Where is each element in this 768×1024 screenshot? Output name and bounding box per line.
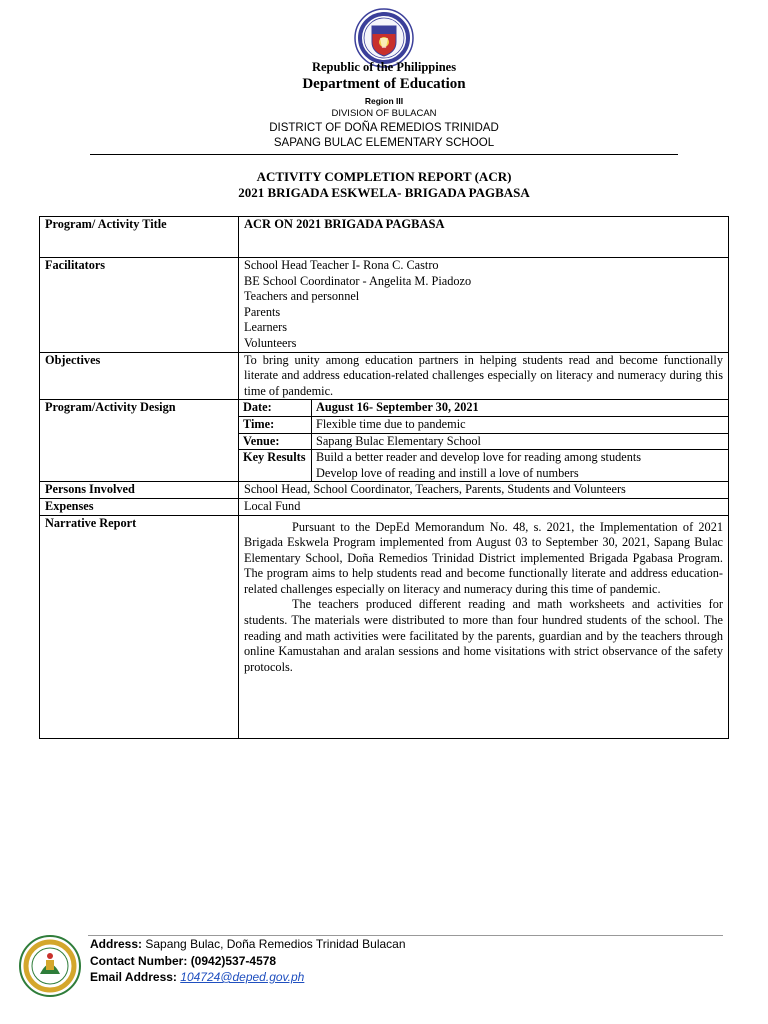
table-row (40, 400, 729, 482)
footer-email (90, 970, 304, 984)
narrative-text (239, 515, 729, 738)
table-row (40, 352, 729, 400)
address-label: Address: (90, 937, 143, 951)
narrative-paragraph: The teachers produced different reading and math worksheets and activities for students. The materials were distributed to more than four hundred students of the school. The reading and math activities were facilitated by the parents, guardian and by the teachers through online Kamustahan and aralan sessions and home visitations with strict observance of the safety protocols. (244, 597, 723, 674)
school-heading: SAPANG BULAC ELEMENTARY SCHOOL (273, 137, 495, 149)
table-row (40, 258, 729, 353)
list-item: School Head Teacher I- Rona C. Castro (244, 258, 439, 272)
table-row (40, 498, 729, 515)
list-item: BE School Coordinator - Angelita M. Piadozo (244, 273, 472, 288)
report-title: ACTIVITY COMPLETION REPORT (ACR) (256, 169, 512, 184)
table-row (40, 515, 729, 738)
key-results-list (312, 450, 729, 482)
email-link[interactable]: 104724@deped.gov.ph (180, 970, 305, 984)
program-title-label: Program/ Activity Title (40, 217, 239, 258)
list-item: Parents (244, 304, 281, 319)
expenses-label: Expenses (40, 498, 239, 515)
key-results-label: Key Results (239, 450, 312, 482)
table-row (239, 416, 728, 433)
venue-value: Sapang Bulac Elementary School (312, 433, 729, 450)
footer-divider (88, 935, 723, 936)
deped-seal-icon (352, 8, 416, 68)
email-label: Email Address: (90, 970, 177, 984)
table-row (239, 450, 728, 482)
division-heading: DIVISION OF BULACAN (331, 108, 437, 119)
contact-label: Contact Number: (90, 954, 188, 968)
objectives-label: Objectives (40, 352, 239, 400)
list-item: Volunteers (244, 335, 297, 350)
table-row (40, 482, 729, 499)
narrative-paragraph: Pursuant to the DepEd Memorandum No. 48, s. 2021, the Implementation of 2021 Brigada Eskwela Program implemented from August 03 to September 30, 2021, Sapang Bulac Elementary School, Doña Remedios Trinidad District implemented Brigada Pgabasa Program. The program aims to help students read and become functionally literate and address education-related challenges especially on literacy and numeracy during this time of pandemic. (244, 519, 723, 596)
narrative-label: Narrative Report (40, 515, 239, 738)
time-value: Flexible time due to pandemic (312, 416, 729, 433)
table-row (239, 433, 728, 450)
time-label: Time: (239, 416, 312, 433)
address-value: Sapang Bulac, Doña Remedios Trinidad Bulacan (145, 937, 406, 951)
program-title-value: ACR ON 2021 BRIGADA PAGBASA (239, 217, 729, 258)
design-cell (239, 400, 729, 482)
list-item: Teachers and personnel (244, 289, 360, 304)
list-item: Learners (244, 320, 288, 335)
table-row (239, 400, 728, 416)
expenses-value: Local Fund (239, 498, 729, 515)
venue-label: Venue: (239, 433, 312, 450)
header-divider (90, 154, 678, 155)
facilitators-label: Facilitators (40, 258, 239, 353)
list-item: Build a better reader and develop love for reading among students (316, 450, 642, 465)
footer-address (90, 937, 406, 951)
district-heading: DISTRICT OF DOÑA REMEDIOS TRINIDAD (269, 122, 499, 134)
report-subtitle: 2021 BRIGADA ESKWELA- BRIGADA PAGBASA (238, 185, 530, 200)
table-row (40, 217, 729, 258)
date-label: Date: (239, 400, 312, 416)
persons-value: School Head, School Coordinator, Teachers, Parents, Students and Volunteers (239, 482, 729, 499)
facilitators-list (239, 258, 729, 353)
design-subtable (239, 400, 728, 481)
department-heading: Department of Education (302, 76, 466, 92)
footer-contact (90, 954, 276, 968)
republic-heading: Republic of the Philippines (311, 60, 457, 74)
activity-report-table (39, 216, 729, 739)
date-value: August 16- September 30, 2021 (312, 400, 729, 416)
list-item: Develop love of reading and instill a love of numbers (316, 465, 579, 480)
design-label: Program/Activity Design (40, 400, 239, 482)
contact-value: (0942)537-4578 (190, 954, 277, 968)
school-seal-icon (18, 934, 82, 998)
region-heading: Region III (364, 96, 404, 106)
persons-label: Persons Involved (40, 482, 239, 499)
objectives-text: To bring unity among education partners in helping students read and become functionally literate and address education-related challenges especially on literacy and numeracy during this time of pandemic. (239, 352, 729, 400)
